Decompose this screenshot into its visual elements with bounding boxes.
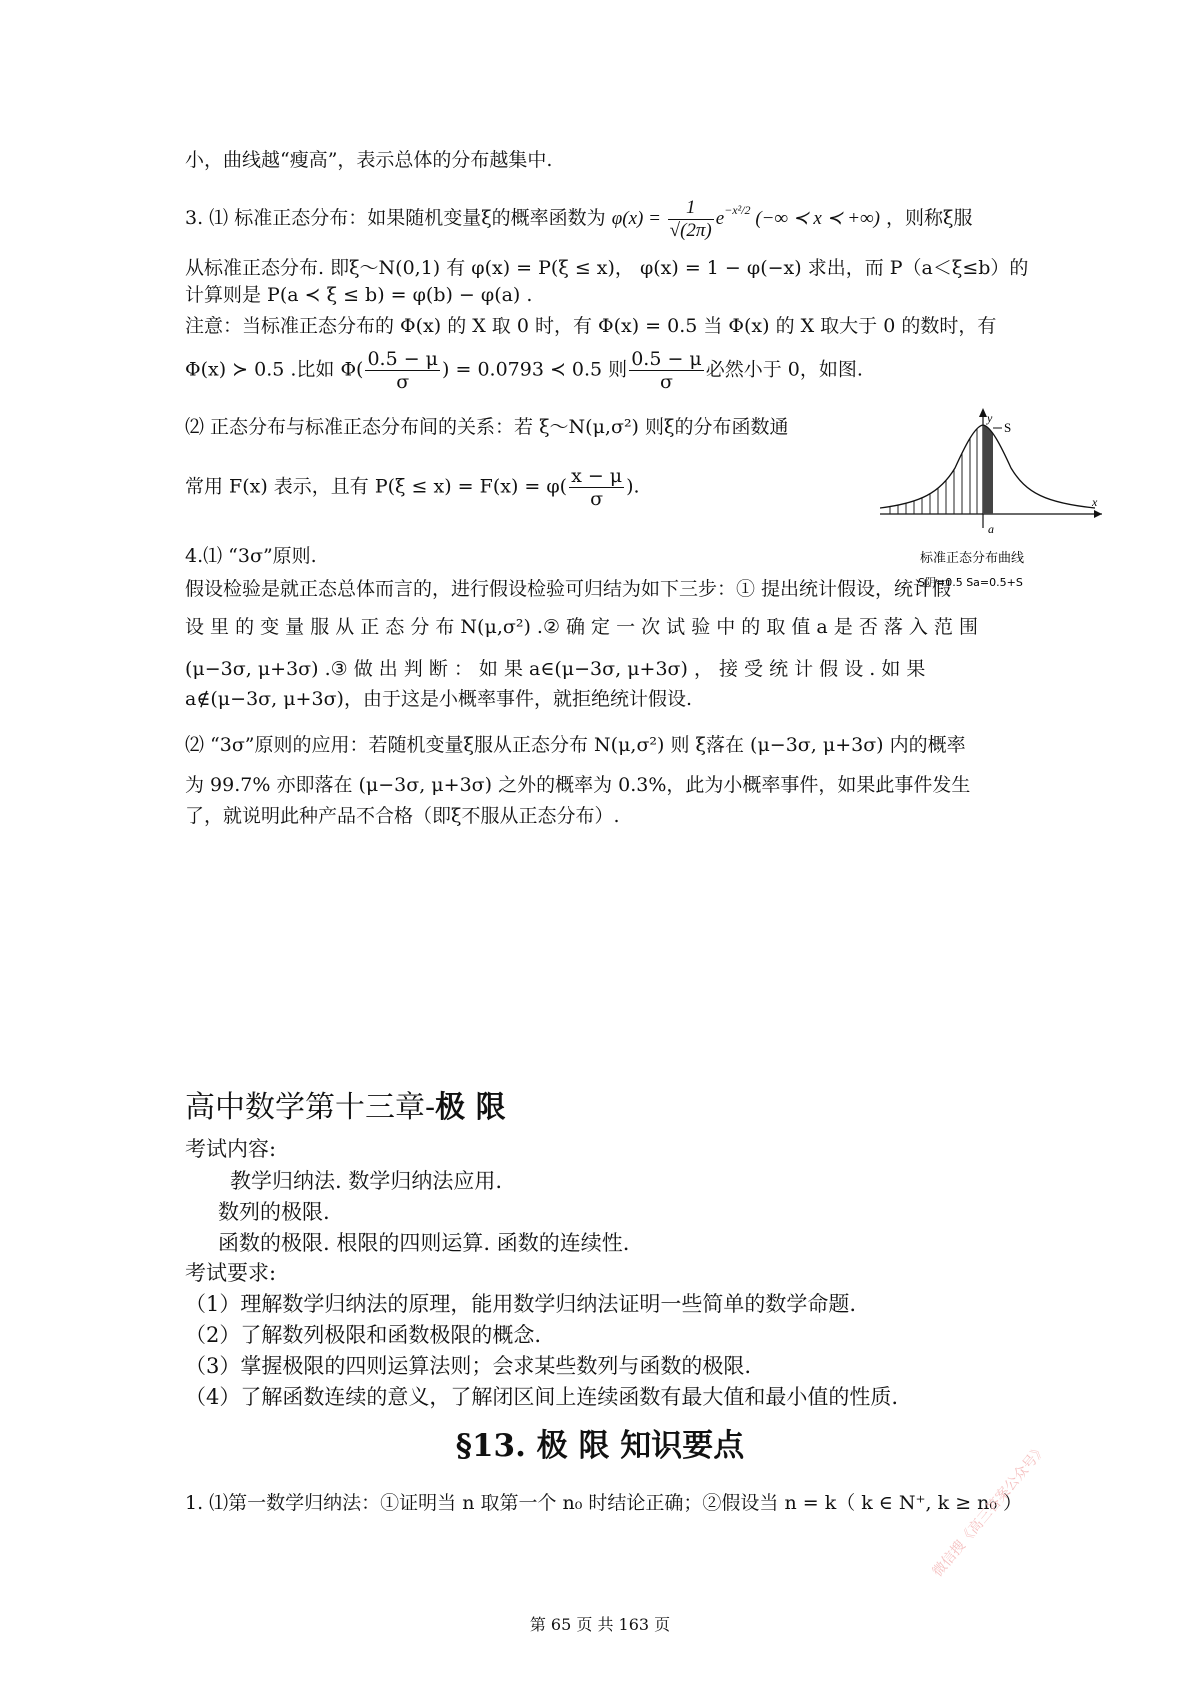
exam-req-item-4: （4）了解函数连续的意义，了解闭区间上连续函数有最大值和最小值的性质. [185,1385,899,1409]
relation-line2 [185,465,640,510]
fraction-x-den: σ [590,488,604,510]
std-normal-def-tail: ，则称ξ服 [886,207,973,229]
x-axis-label: x [1092,495,1098,509]
relation-line2-b: ). [626,475,640,498]
watermark: 微信搜《高三答案公众号》 [929,1441,1050,1581]
induction-line1: 1. ⑴第一数学归纳法：①证明当 n 取第一个 n₀ 时结论正确；②假设当 n = k（ k ∈ N⁺, k ≥ n₀ ） [185,1492,1023,1514]
exam-req-item-2: （2）了解数列极限和函数极限的概念. [185,1323,542,1347]
hypothesis-line3: (μ−3σ, μ+3σ) .③ 做 出 判 断 ： 如 果 a∈(μ−3σ, μ+3σ) ， 接 受 统 计 假 设 . 如 果 [185,658,926,680]
paragraph-tail: 小，曲线越“瘦高”，表示总体的分布越集中. [185,149,553,171]
relation-line1: ⑵ 正态分布与标准正态分布间的关系：若 ξ～N(μ,σ²) 则ξ的分布函数通 [185,416,789,438]
three-sigma-title: 4.⑴ “3σ”原则. [185,545,317,567]
three-sigma-app-line2: 为 99.7% 亦即落在 (μ−3σ, μ+3σ) 之外的概率为 0.3%，此为小概率事件，如果此事件发生 [185,774,971,796]
fraction-mu2-den: σ [659,371,673,393]
note-line2-b: ) = 0.0793 ≺ 0.5 则 [442,358,628,381]
fraction-x [569,465,624,510]
note-line2-c: 必然小于 0，如图. [705,358,863,381]
density-formula: φ(x) = $\frac{1}{√(2\pi)}$ $e^{-x^2/2}$ (−∞ ≺ x ≺ +∞) [611,197,880,242]
std-normal-def-line3: 计算则是 P(a ≺ ξ ≤ b) = φ(b) − φ(a) . [185,284,533,306]
s-label: S [1004,420,1012,435]
note-line2 [185,348,863,393]
exam-content-item-3: 函数的极限. 根限的四则运算. 函数的连续性. [218,1231,630,1255]
chapter-title-b: 极 限 [435,1090,506,1125]
relation-line2-a: 常用 F(x) 表示，且有 P(ξ ≤ x) = F(x) = φ( [185,475,568,498]
std-normal-def-line2: 从标准正态分布. 即ξ～N(0,1) 有 φ(x) = P(ξ ≤ x)， φ(x) = 1 − φ(−x) 求出，而 P（a＜ξ≤b）的 [185,257,1029,279]
exam-req-item-3: （3）掌握极限的四则运算法则；会求某些数列与函数的极限. [185,1354,752,1378]
hypothesis-line2: 设 里 的 变 量 服 从 正 态 分 布 N(μ,σ²) .② 确 定 一 次 试 验 中 的 取 值 a 是 否 落 入 范 围 [185,616,978,638]
hypothesis-line4: a∉(μ−3σ, μ+3σ)，由于这是小概率事件，就拒绝统计假设. [185,688,692,710]
hypothesis-line1: 假设检验是就正态总体而言的，进行假设检验可归结为如下三步：① 提出统计假设，统计假 [185,578,952,600]
three-sigma-app-line1: ⑵ “3σ”原则的应用：若随机变量ξ服从正态分布 N(μ,σ²) 则 ξ落在 (μ−3σ, μ+3σ) 内的概率 [185,734,966,756]
density-fraction: $\frac{1}{√(2\pi)}$ [669,197,712,242]
fraction-mu [365,348,440,393]
a-label: a [988,522,994,536]
chapter-title-a: 高中数学第十三章- [185,1090,436,1125]
note-line1: 注意：当标准正态分布的 Φ(x) 的 X 取 0 时，有 Φ(x) = 0.5 当 Φ(x) 的 X 取大于 0 的数时，有 [185,315,997,337]
fraction-x-num: x − μ [571,465,623,487]
exam-req-label: 考试要求: [185,1261,277,1285]
section-title: §13. 极 限 知识要点 [455,1428,745,1464]
figure-caption: 标准正态分布曲线 [920,551,1025,566]
exam-content-item-1: 教学归纳法. 数学归纳法应用. [230,1169,503,1193]
fraction-mu2-num: 0.5 − μ [631,348,702,370]
fraction-mu-2 [629,348,704,393]
y-axis-arrow-icon [979,408,987,417]
page-footer: 第 65 页 共 163 页 [529,1615,671,1634]
fraction-mu-num: 0.5 − μ [367,348,439,370]
figure-caption-2: S阴=0.5 Sa=0.5+S [918,576,1023,589]
std-normal-def-head: 3. ⑴ 标准正态分布：如果随机变量ξ的概率函数为 [185,207,606,229]
chapter-title [185,1088,506,1128]
std-normal-def-line1 [185,197,973,242]
fraction-mu-den: σ [396,371,410,393]
exam-req-item-1: （1）理解数学归纳法的原理，能用数学归纳法证明一些简单的数学命题. [185,1292,857,1316]
normal-curve-svg [880,408,1105,598]
normal-curve-figure [880,408,1105,602]
hatched-region [890,408,977,514]
three-sigma-app-line3: 了，就说明此种产品不合格（即ξ不服从正态分布）. [185,805,620,827]
y-axis-label: y [987,411,993,425]
exam-content-item-2: 数列的极限. [218,1200,330,1224]
x-axis-arrow-icon [1094,510,1102,518]
note-line2-a: Φ(x) ≻ 0.5 .比如 Φ( [185,358,364,381]
exam-content-label: 考试内容: [185,1137,277,1161]
